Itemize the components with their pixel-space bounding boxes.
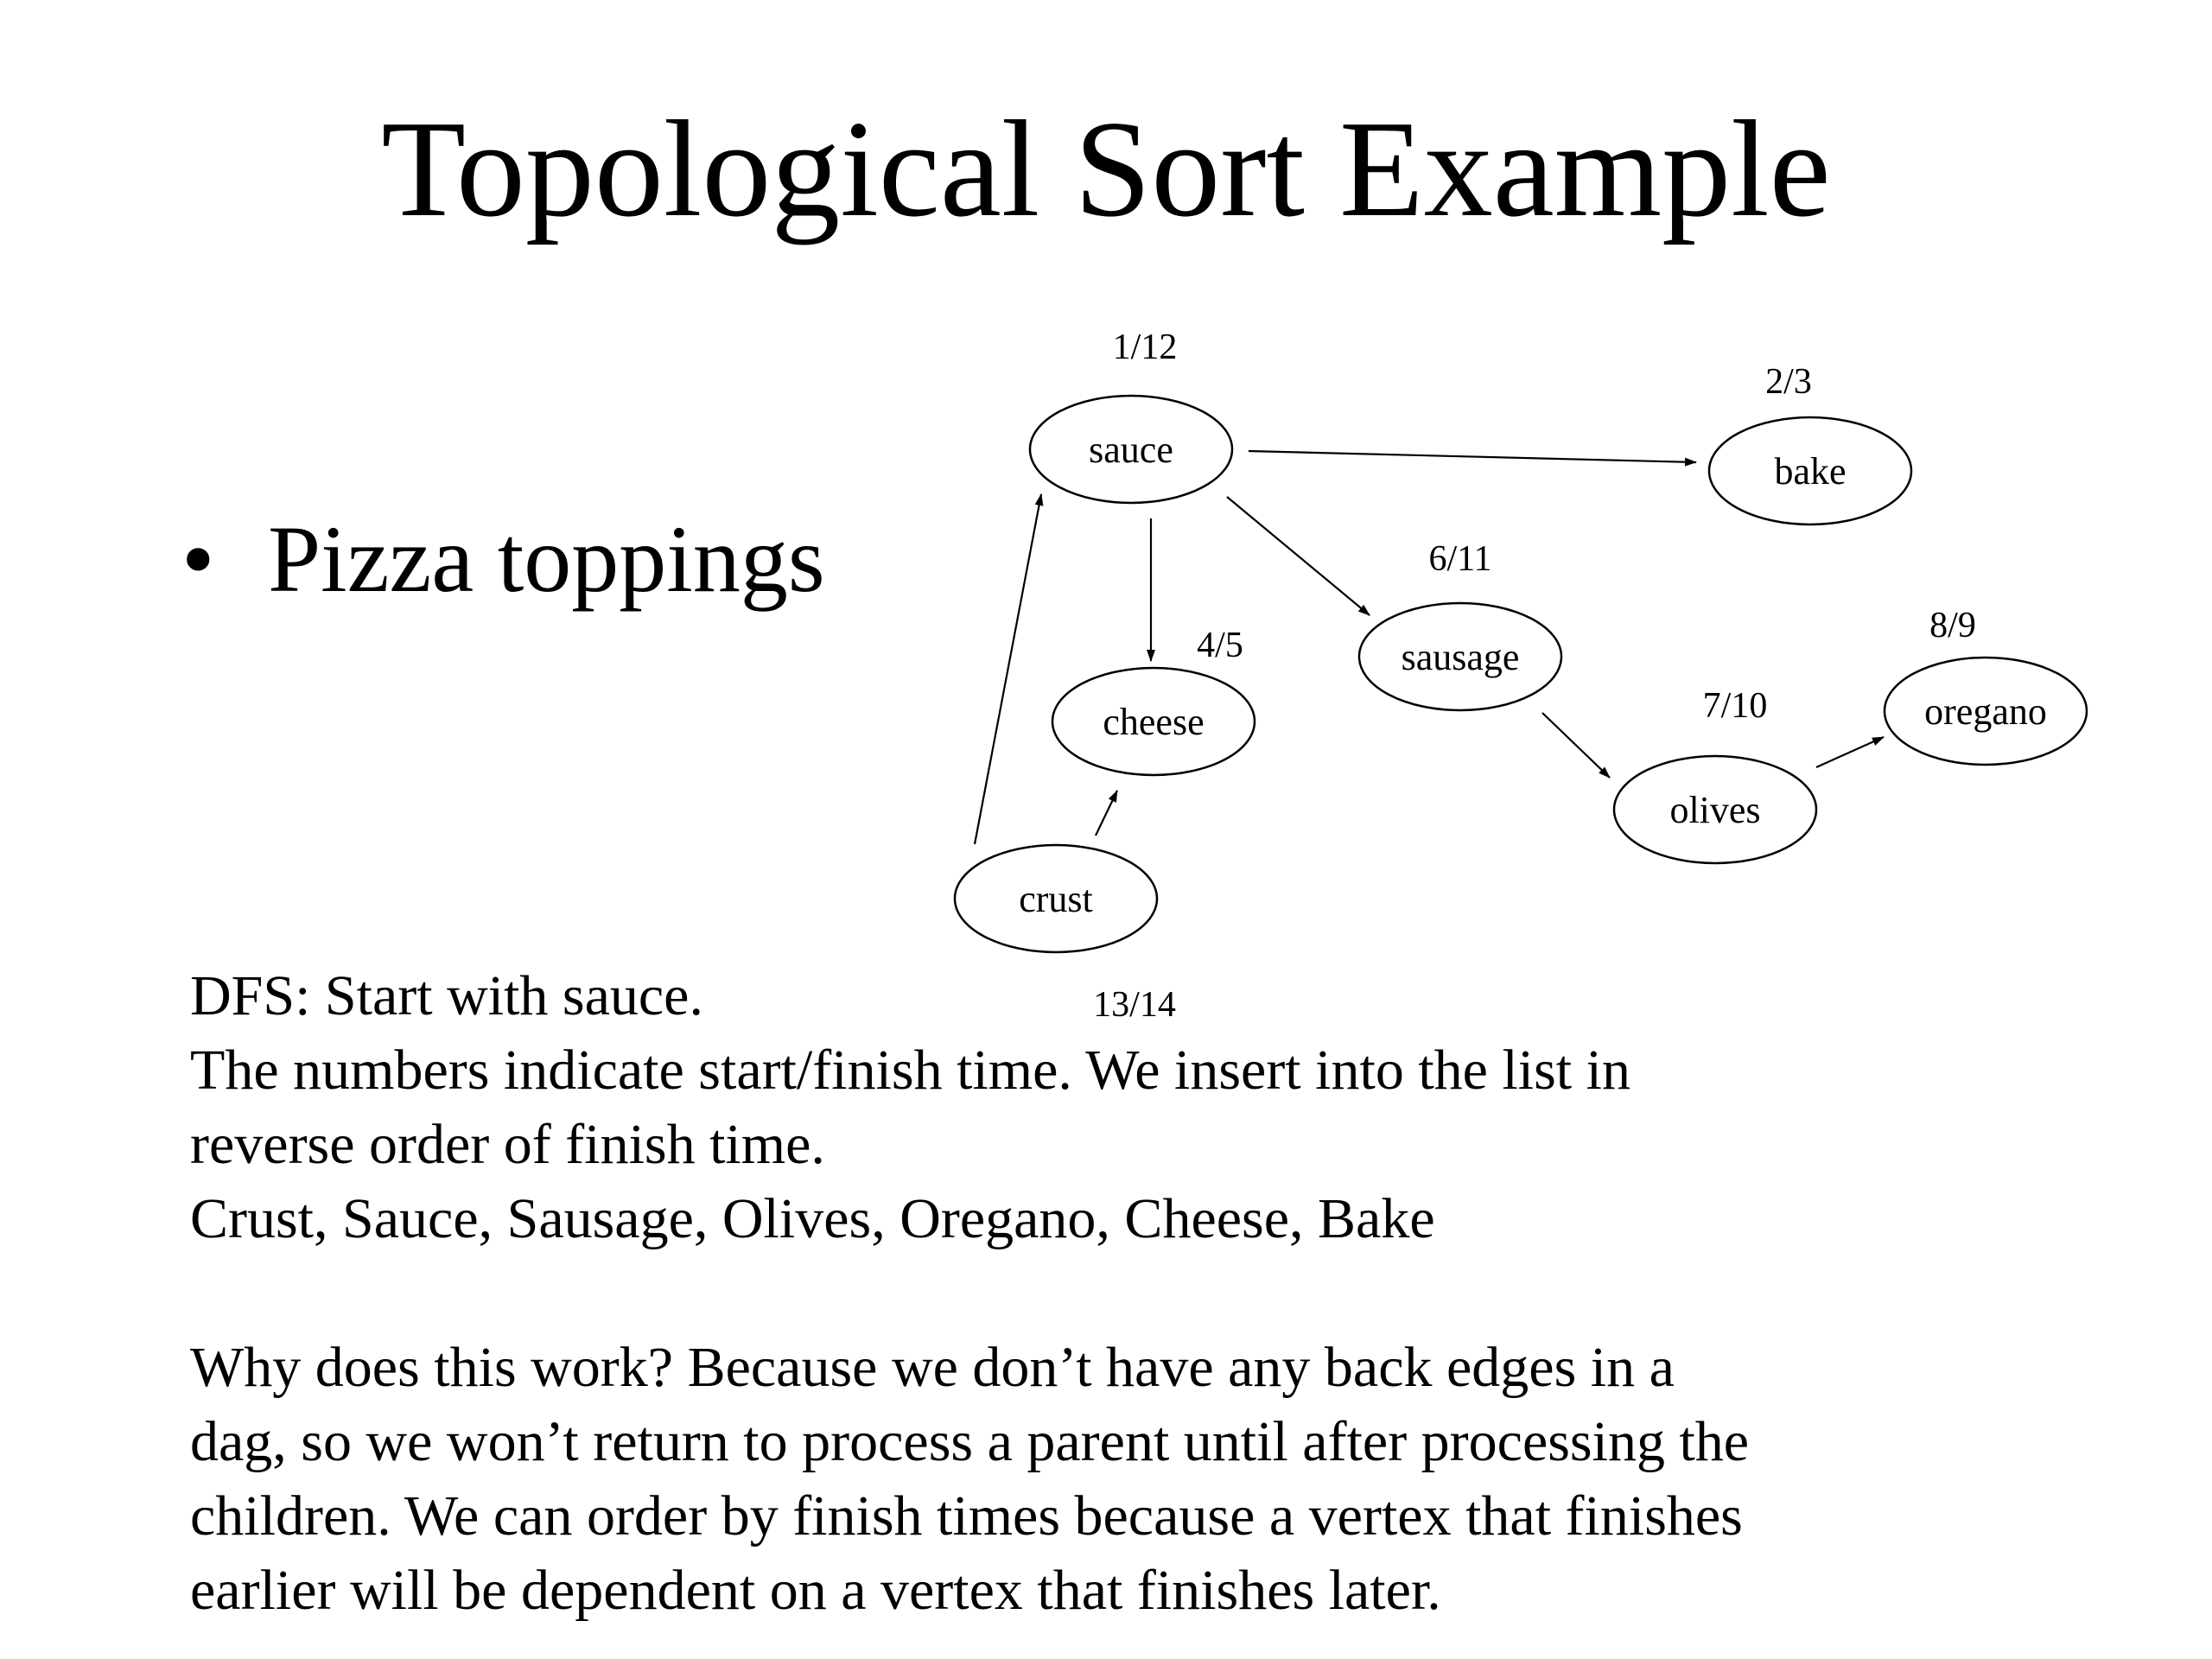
node-sausage-label: sausage xyxy=(1401,636,1520,678)
node-cheese-times: 4/5 xyxy=(1197,626,1243,665)
node-olives xyxy=(1614,686,1816,863)
node-crust-times: 13/14 xyxy=(1093,985,1176,1025)
slide-title: Topological Sort Example xyxy=(381,92,1831,245)
edge-crust-to-cheese xyxy=(1096,791,1117,836)
node-oregano-label: oregano xyxy=(1924,690,2047,733)
node-oregano-times: 8/9 xyxy=(1929,606,1976,645)
why-line-2: dag, so we won’t return to process a parent until after processing the xyxy=(190,1410,1750,1473)
node-sauce-times: 1/12 xyxy=(1112,327,1178,367)
node-sauce xyxy=(1030,327,1232,503)
why-line-1: Why does this work? Because we don’t have any back edges in a xyxy=(190,1336,1675,1399)
edge-sauce-to-bake xyxy=(1249,451,1696,462)
node-sausage xyxy=(1359,539,1561,710)
edge-olives-to-oregano xyxy=(1816,737,1884,767)
bullet-dot: • xyxy=(181,506,215,612)
node-cheese-label: cheese xyxy=(1103,701,1205,743)
edge-sauce-to-sausage xyxy=(1227,497,1370,615)
why-line-4: earlier will be dependent on a vertex that finishes later. xyxy=(190,1559,1441,1622)
nodes xyxy=(955,327,2087,1025)
node-crust-label: crust xyxy=(1019,878,1093,920)
explanation-text xyxy=(190,959,1630,1256)
edge-sausage-to-olives xyxy=(1542,713,1610,778)
node-sausage-times: 6/11 xyxy=(1428,539,1492,579)
edge-crust-to-sauce xyxy=(975,494,1041,844)
node-bake xyxy=(1709,362,1911,524)
node-cheese xyxy=(1052,626,1255,775)
why-line-3: children. We can order by finish times because a vertex that finishes xyxy=(190,1484,1743,1548)
node-oregano xyxy=(1885,606,2087,765)
bullet-label: Pizza toppings xyxy=(268,506,825,612)
node-olives-label: olives xyxy=(1669,789,1761,831)
node-bake-label: bake xyxy=(1774,450,1847,493)
dfs-start-line: DFS: Start with sauce. xyxy=(190,964,703,1027)
sorted-order-line: Crust, Sauce, Sausage, Olives, Oregano, Cheese, Bake xyxy=(190,1187,1435,1250)
reverse-order-line: reverse order of finish time. xyxy=(190,1113,825,1176)
why-text xyxy=(190,1331,1749,1628)
node-sauce-label: sauce xyxy=(1089,429,1173,471)
node-olives-times: 7/10 xyxy=(1702,686,1768,726)
numbers-note-line: The numbers indicate start/finish time. We insert into the list in xyxy=(190,1039,1630,1102)
node-bake-times: 2/3 xyxy=(1765,362,1812,402)
